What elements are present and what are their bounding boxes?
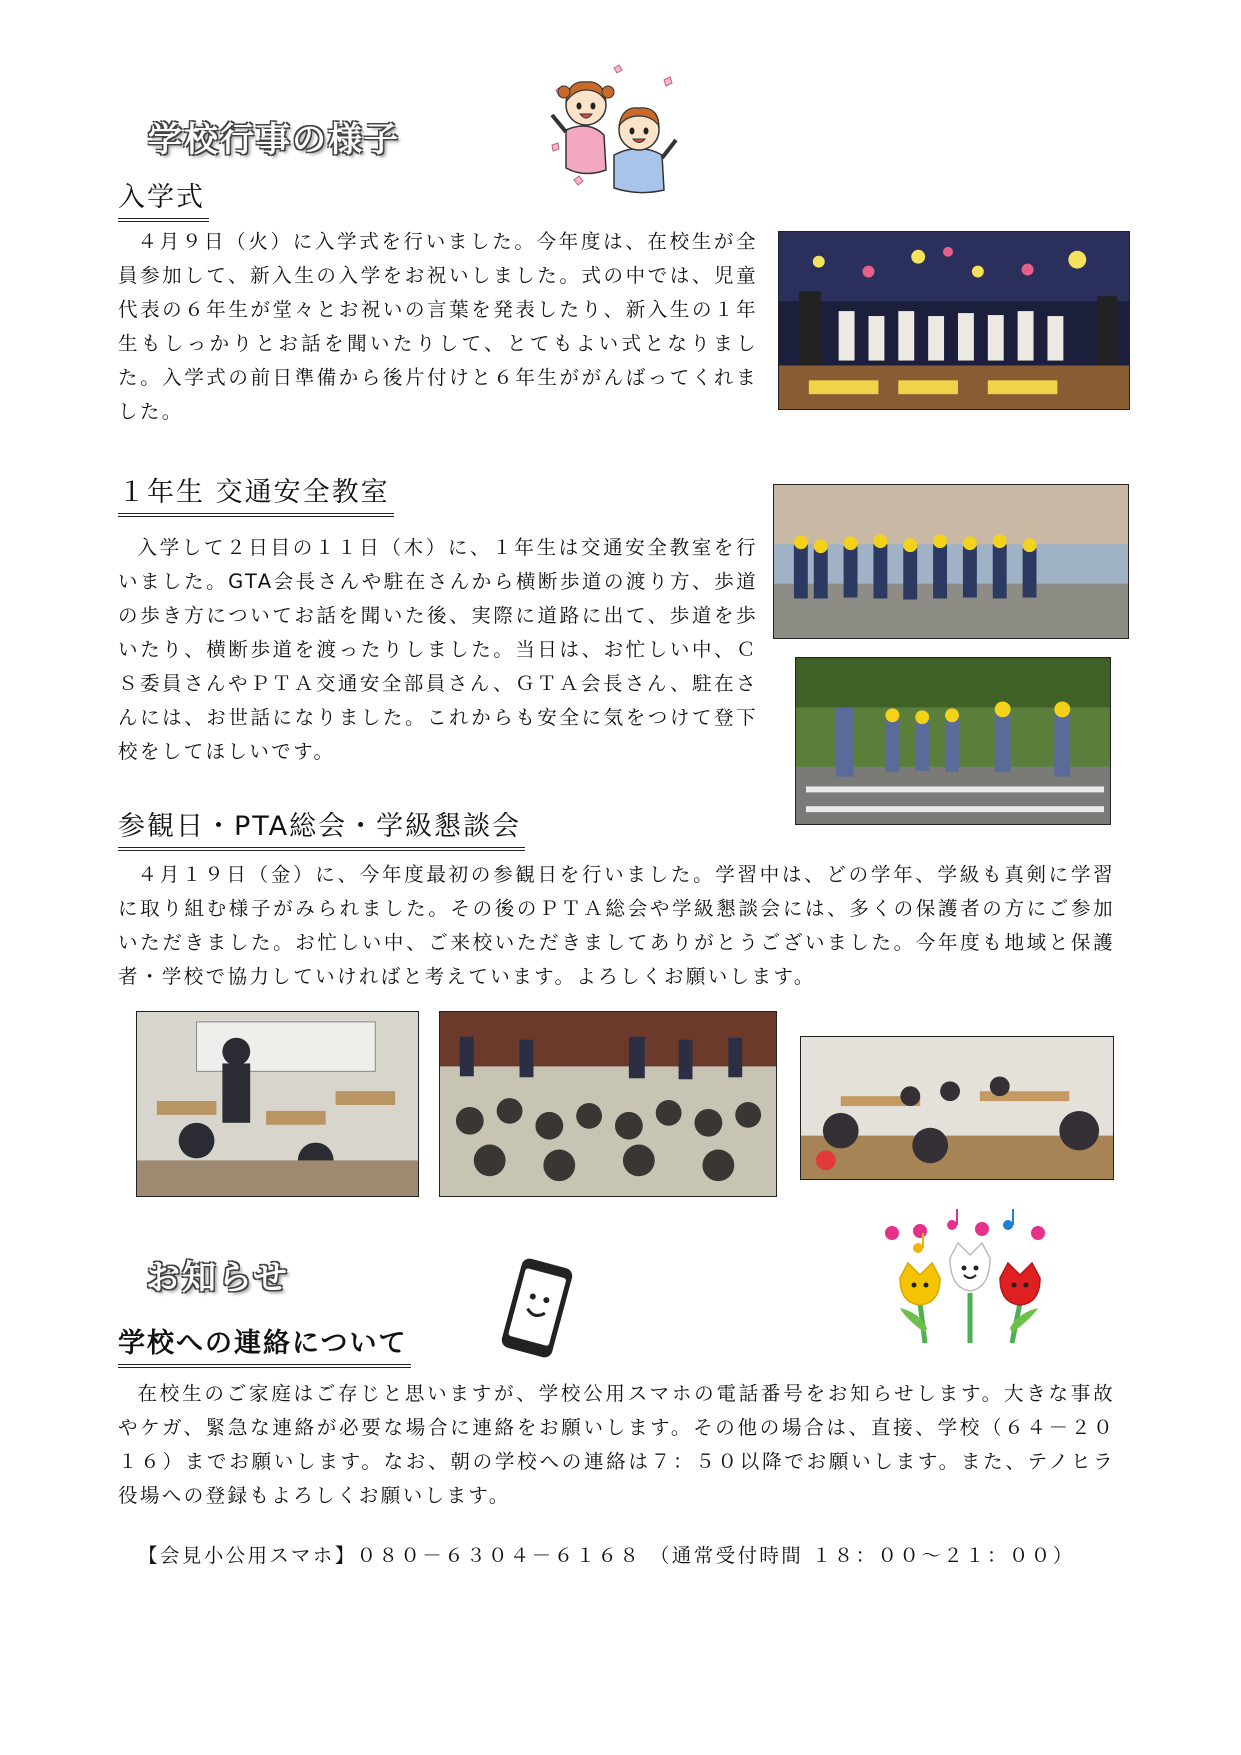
section-title-notices: お知らせ <box>146 1258 289 1298</box>
open-day-photo-3 <box>800 1036 1114 1180</box>
traffic-safety-photo-1 <box>773 484 1129 639</box>
entrance-ceremony-heading: 入学式 <box>118 175 209 222</box>
open-day-photo-1 <box>136 1011 419 1197</box>
school-contact-heading: 学校への連絡について <box>118 1321 411 1368</box>
entrance-ceremony-text: ４月９日（火）に入学式を行いました。今年度は、在校生が全員参加して、新入生の入学をお祝いしました。式の中では、児童代表の６年生が堂々とお祝いの言葉を発表したり、新入生の１年生もしっかりとお話を聞いたりして、とてもよい式となりました。入学式の前日準備から後片付けと６年生ががんばってくれました。 <box>118 230 758 423</box>
open-day-photo-2 <box>439 1011 777 1197</box>
children-celebrating-icon <box>544 60 684 195</box>
traffic-safety-photo-2 <box>795 657 1111 825</box>
open-day-heading: 参観日・PTA総会・学級懇談会 <box>118 804 525 851</box>
traffic-safety-heading: １年生 交通安全教室 <box>118 470 394 517</box>
tulips-music-icon <box>880 1203 1060 1353</box>
school-contact-text: 在校生のご家庭はご存じと思いますが、学校公用スマホの電話番号をお知らせします。大きな事故やケガ、緊急な連絡が必要な場合に連絡をお願いします。その他の場合は、直接、学校（６４－２０１６）までお願いします。なお、朝の学校への連絡は７：５０以降でお願いします。また、テノヒラ役場への登録もよろしくお願いします。 <box>118 1382 1115 1507</box>
school-phone-line: 【会見小公用スマホ】０８０－６３０４－６１６８ （通常受付時間 １８：００～２１：００） <box>138 1544 1075 1567</box>
section-title-events: 学校行事の様子 <box>148 120 400 160</box>
entrance-ceremony-photo <box>778 231 1130 410</box>
open-day-text: ４月１９日（金）に、今年度最初の参観日を行いました。学習中は、どの学年、学級も真剣に学習に取り組む様子がみられました。その後のＰＴＡ総会や学級懇談会には、多くの保護者の方にご参加いただきました。お忙しい中、ご来校いただきましてありがとうございました。今年度も地域と保護者・学校で協力していければと考えています。よろしくお願いします。 <box>118 863 1115 988</box>
traffic-safety-text: 入学して２日目の１１日（木）に、１年生は交通安全教室を行いました。GTA会長さんや駐在さんから横断歩道の渡り方、歩道の歩き方についてお話を聞いた後、実際に道路に出て、歩道を歩いたり、横断歩道を渡ったりしました。当日は、お忙しい中、ＣＳ委員さんやＰＴＡ交通安全部員さん、ＧＴＡ会長さん、駐在さんには、お世話になりました。これからも安全に気をつけて登下校をしてほしいです。 <box>118 536 758 763</box>
smiling-smartphone-icon <box>497 1256 577 1361</box>
